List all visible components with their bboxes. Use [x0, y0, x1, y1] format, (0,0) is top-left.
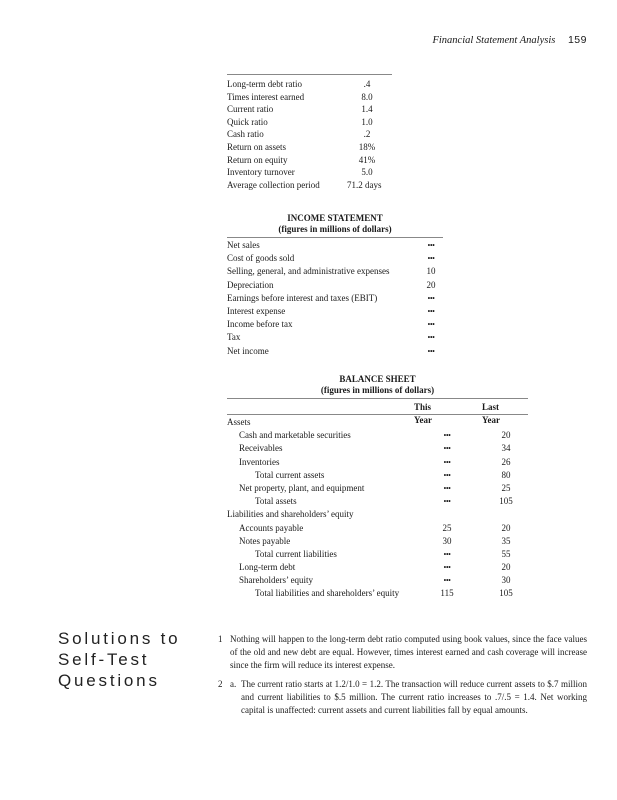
answer-2 [218, 678, 587, 717]
income-label: Selling, general, and administrative expenses [227, 266, 390, 277]
ratio-label: Current ratio [227, 104, 274, 115]
col-this-year: This Year [414, 402, 432, 426]
balance-last-year: 30 [501, 575, 511, 586]
balance-row [227, 587, 528, 600]
ratio-label: Inventory turnover [227, 167, 295, 178]
ratio-label: Average collection period [227, 179, 320, 190]
balance-label: Notes payable [239, 535, 291, 546]
income-value: ••• [427, 306, 435, 316]
balance-this-year: 115 [440, 588, 454, 599]
ratio-value: 71.2 days [347, 179, 382, 190]
ratio-label: Return on equity [227, 154, 288, 165]
ratio-row [227, 141, 392, 154]
income-value: ••• [427, 241, 435, 250]
income-row [227, 279, 443, 292]
balance-last-year: 26 [501, 456, 511, 467]
balance-last-year: 25 [501, 482, 511, 493]
balance-header-rule-top [227, 398, 528, 399]
col-last-year: Last Year [482, 402, 500, 426]
ratio-value: 8.0 [361, 91, 373, 102]
income-statement-subtitle: (figures in millions of dollars) [278, 224, 392, 234]
income-value: ••• [427, 333, 435, 343]
ratio-value: 5.0 [361, 167, 373, 178]
balance-this-year: 25 [442, 522, 452, 533]
balance-row [227, 429, 528, 442]
balance-this-year: ••• [443, 457, 451, 467]
balance-label: Accounts payable [239, 522, 304, 533]
income-value: ••• [427, 254, 435, 264]
balance-label: Liabilities and shareholders’ equity [227, 509, 354, 520]
balance-row [227, 535, 528, 548]
ratio-row [227, 166, 392, 179]
solutions-heading-line-2: Self-Test [58, 650, 150, 669]
balance-row [227, 495, 528, 508]
balance-this-year: ••• [443, 563, 451, 573]
income-label: Income before tax [227, 319, 293, 330]
ratio-value: 1.4 [361, 104, 373, 115]
ratio-row [227, 78, 392, 91]
answer-2-number: 2 [218, 679, 223, 689]
ratios-table [227, 74, 392, 191]
balance-row [227, 416, 528, 429]
balance-last-year: 20 [501, 522, 511, 533]
balance-label: Receivables [239, 443, 283, 454]
balance-label: Net property, plant, and equipment [239, 482, 365, 493]
solutions-heading-line-3: Questions [58, 671, 160, 690]
balance-last-year: 35 [501, 535, 511, 546]
answer-1-text: Nothing will happen to the long-term debt ratio computed using book values, since the face values of the old and new debt are equal. However, times interest earned and cash coverage will increase since the firm will reduce its interest expense. [230, 634, 587, 670]
balance-row [227, 469, 528, 482]
income-statement-title: INCOME STATEMENT [287, 213, 383, 223]
answer-1 [218, 633, 587, 672]
balance-last-year: 34 [501, 443, 511, 454]
income-label: Net income [227, 345, 269, 356]
ratio-row [227, 91, 392, 104]
income-statement-table [227, 213, 443, 358]
ratio-value: 1.0 [361, 116, 373, 127]
income-row [227, 265, 443, 278]
income-row [227, 252, 443, 265]
balance-this-year: ••• [443, 444, 451, 454]
ratio-row [227, 128, 392, 141]
income-label: Interest expense [227, 305, 286, 316]
balance-this-year: ••• [443, 497, 451, 507]
balance-label: Total current assets [255, 469, 325, 480]
balance-label: Assets [227, 417, 251, 427]
balance-this-year: ••• [443, 483, 451, 493]
balance-row [227, 456, 528, 469]
income-row [227, 331, 443, 344]
answer-1-number: 1 [218, 634, 223, 644]
balance-label: Long-term debt [239, 562, 296, 573]
income-row [227, 239, 443, 252]
page-header [432, 34, 587, 46]
balance-label: Shareholders’ equity [239, 575, 314, 586]
balance-label: Cash and marketable securities [239, 430, 351, 441]
income-value: 10 [426, 266, 436, 277]
balance-label: Total current liabilities [255, 548, 337, 559]
balance-this-year: ••• [443, 431, 451, 441]
ratio-row [227, 179, 392, 192]
balance-row [227, 574, 528, 587]
income-label: Earnings before interest and taxes (EBIT) [227, 292, 378, 303]
balance-this-year: ••• [443, 470, 451, 480]
income-value: ••• [427, 346, 435, 356]
balance-sheet-table [227, 374, 528, 601]
running-title: Financial Statement Analysis [432, 35, 556, 46]
balance-last-year: 105 [499, 588, 513, 599]
ratio-label: Cash ratio [227, 129, 264, 140]
ratio-value: .2 [363, 129, 371, 140]
ratio-row [227, 116, 392, 129]
income-label: Net sales [227, 240, 260, 250]
balance-sheet-subtitle: (figures in millions of dollars) [320, 385, 435, 395]
balance-row [227, 561, 528, 574]
ratio-value: 18% [358, 141, 376, 152]
balance-label: Total assets [255, 496, 297, 507]
balance-this-year: ••• [443, 549, 451, 559]
answer-2-text: The current ratio starts at 1.2/1.0 = 1.2. The transaction will reduce current assets to $.7 million and current liabilities to $.5 million. The current ratio increases to .7/.5 = 1.4. Net working capital is unaffected: current assets and current liabilities fall by equal amounts. [241, 679, 587, 715]
ratio-value: 41% [358, 154, 376, 165]
ratio-row [227, 154, 392, 167]
balance-this-year: ••• [443, 576, 451, 586]
balance-sheet-title: BALANCE SHEET [339, 374, 416, 384]
ratio-value: .4 [363, 79, 371, 89]
balance-row [227, 508, 528, 521]
balance-last-year: 20 [501, 562, 511, 573]
balance-last-year: 20 [501, 430, 511, 441]
income-label: Depreciation [227, 279, 274, 290]
balance-rows [227, 416, 528, 601]
balance-this-year: 30 [442, 535, 452, 546]
income-rows [227, 239, 443, 358]
income-value: ••• [427, 320, 435, 330]
balance-row [227, 442, 528, 455]
income-value: 20 [426, 279, 436, 290]
balance-label: Total liabilities and shareholders’ equity [255, 588, 400, 599]
income-row [227, 345, 443, 358]
ratio-label: Long-term debt ratio [227, 79, 302, 89]
balance-label: Inventories [239, 456, 280, 467]
income-header-rule [227, 237, 443, 238]
ratio-label: Return on assets [227, 141, 286, 152]
ratio-label: Times interest earned [227, 91, 305, 102]
solutions-heading [58, 628, 180, 691]
solutions-answers [218, 633, 587, 723]
balance-row [227, 548, 528, 561]
ratio-label: Quick ratio [227, 116, 268, 127]
balance-last-year: 105 [499, 496, 513, 507]
income-row [227, 305, 443, 318]
income-label: Cost of goods sold [227, 253, 295, 264]
balance-row [227, 482, 528, 495]
income-label: Tax [227, 332, 241, 343]
income-row [227, 292, 443, 305]
answer-2-letter: a. [230, 679, 237, 689]
ratio-row [227, 103, 392, 116]
income-value: ••• [427, 293, 435, 303]
balance-last-year: 55 [501, 548, 511, 559]
balance-row [227, 522, 528, 535]
income-row [227, 318, 443, 331]
solutions-heading-line-1: Solutions to [58, 629, 181, 648]
balance-last-year: 80 [501, 469, 511, 480]
page-number: 159 [567, 34, 587, 46]
